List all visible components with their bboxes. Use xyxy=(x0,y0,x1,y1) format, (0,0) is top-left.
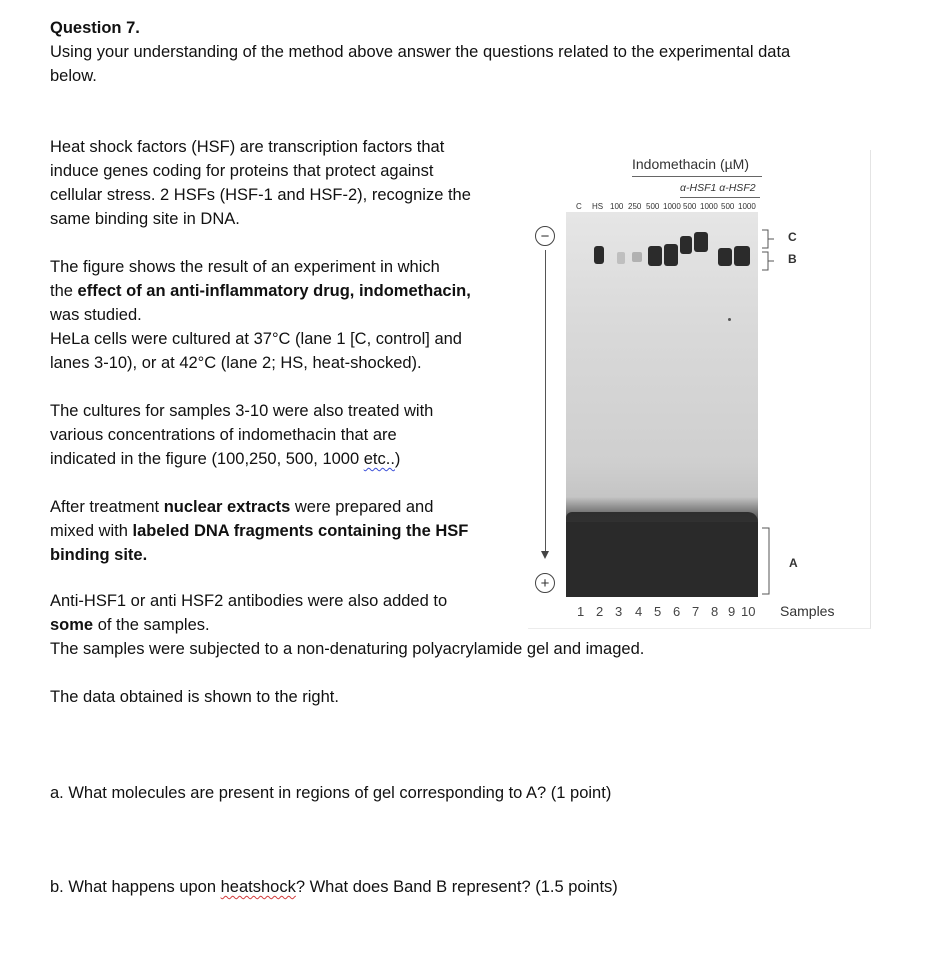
band-lane2 xyxy=(617,252,625,264)
lane-number-5: 5 xyxy=(654,604,662,619)
question-a: a. What molecules are present in regions of gel corresponding to A? (1 point) xyxy=(50,784,612,802)
label-b: B xyxy=(788,252,797,266)
para2-line-3: was studied. xyxy=(50,306,142,324)
para4-bold-labeled-dna: labeled DNA fragments containing the HSF xyxy=(132,522,469,540)
minus-electrode-icon: − xyxy=(535,226,555,246)
intro-line-2: below. xyxy=(50,67,97,85)
lane-header-2: HS xyxy=(592,202,604,211)
para2-line-1: The figure shows the result of an experiment in which xyxy=(50,258,440,276)
samples-label: Samples xyxy=(780,603,835,619)
para2-bold-drug: effect of an anti-inflammatory drug, indomethacin, xyxy=(77,282,471,300)
antibody-underline xyxy=(680,197,760,198)
lane-header-5: 500 xyxy=(646,202,660,211)
para4-line-1-post: were prepared and xyxy=(290,498,434,516)
para2-line-4: HeLa cells were cultured at 37°C (lane 1 [C, control] and xyxy=(50,330,462,348)
para3-line-2: various concentrations of indomethacin that are xyxy=(50,426,397,444)
free-probe-region xyxy=(566,512,758,597)
bracket-cb-icon xyxy=(760,228,780,272)
lane-header-9: 500 xyxy=(721,202,735,211)
para4-bold-nuclear-extracts: nuclear extracts xyxy=(163,498,291,516)
question-title: Question 7. xyxy=(50,19,140,37)
para1-line-4: same binding site in DNA. xyxy=(50,210,240,228)
para3-line-3-pre: indicated in the figure (100,250, 500, 1000 xyxy=(50,450,364,468)
lane-number-7: 7 xyxy=(692,604,700,619)
lane-header-10: 1000 xyxy=(738,202,756,211)
lane-header-8: 1000 xyxy=(700,202,718,211)
migration-arrow-head-icon xyxy=(541,551,549,559)
band-lane7 xyxy=(680,236,692,254)
lane-header-6: 1000 xyxy=(663,202,681,211)
para6: The data obtained is shown to the right. xyxy=(50,688,339,706)
title-underline xyxy=(632,176,762,177)
band-lane1 xyxy=(594,246,604,264)
free-probe-smear xyxy=(566,497,758,522)
para4-line-3: binding site. xyxy=(50,546,148,564)
antibody-labels: α-HSF1 α-HSF2 xyxy=(680,182,756,194)
para5-line-3: The samples were subjected to a non-denaturing polyacrylamide gel and imaged. xyxy=(50,640,645,658)
lane-number-4: 4 xyxy=(635,604,643,619)
para5-line-2-post: of the samples. xyxy=(93,616,210,634)
para3-line-1: The cultures for samples 3-10 were also treated with xyxy=(50,402,434,420)
para2-line-2 xyxy=(50,279,471,303)
lane-number-2: 2 xyxy=(596,604,604,619)
para5-bold-some: some xyxy=(50,616,94,634)
lane-number-9: 9 xyxy=(728,604,736,619)
question-b-post: ? What does Band B represent? (1.5 points) xyxy=(295,878,618,896)
band-lane10 xyxy=(734,246,750,266)
label-a: A xyxy=(789,556,798,570)
lane-number-1: 1 xyxy=(577,604,585,619)
band-lane8 xyxy=(694,232,708,252)
para3-etc-underlined: etc.. xyxy=(363,450,395,468)
band-lane6 xyxy=(664,244,678,266)
band-lane5 xyxy=(648,246,662,266)
para4-line-2-pre: mixed with xyxy=(50,522,133,540)
lane-header-3: 100 xyxy=(610,202,624,211)
lane-number-3: 3 xyxy=(615,604,623,619)
para2-line-5: lanes 3-10), or at 42°C (lane 2; HS, heat-shocked). xyxy=(50,354,422,372)
para3-line-3 xyxy=(50,447,400,471)
gel-speck xyxy=(728,318,731,321)
question-b xyxy=(50,875,618,899)
question-b-heatshock: heatshock xyxy=(220,878,296,896)
para1-line-3: cellular stress. 2 HSFs (HSF-1 and HSF-2), recognize the xyxy=(50,186,471,204)
bracket-a-icon xyxy=(760,526,780,596)
para4-line-2 xyxy=(50,519,468,543)
para1-line-2: induce genes coding for proteins that protect against xyxy=(50,162,434,180)
para1-line-1: Heat shock factors (HSF) are transcription factors that xyxy=(50,138,445,156)
band-lane4 xyxy=(632,252,642,262)
para5-line-1: Anti-HSF1 or anti HSF2 antibodies were also added to xyxy=(50,592,448,610)
para4-line-1 xyxy=(50,495,433,519)
lane-number-8: 8 xyxy=(711,604,719,619)
figure-title: Indomethacin (µM) xyxy=(632,156,749,172)
para3-line-3-post: ) xyxy=(394,450,401,468)
lane-header-4: 250 xyxy=(628,202,642,211)
question-b-pre: b. What happens upon xyxy=(50,878,221,896)
migration-arrow-shaft xyxy=(545,250,546,552)
para4-line-1-pre: After treatment xyxy=(50,498,164,516)
lane-number-10: 10 xyxy=(741,604,756,619)
para5-line-2 xyxy=(50,613,210,637)
lane-number-6: 6 xyxy=(673,604,681,619)
para2-line-2-pre: the xyxy=(50,282,78,300)
gel-image xyxy=(566,212,758,597)
label-c: C xyxy=(788,230,797,244)
lane-header-1: C xyxy=(576,202,582,211)
lane-header-7: 500 xyxy=(683,202,697,211)
band-lane9 xyxy=(718,248,732,266)
plus-electrode-icon: + xyxy=(535,573,555,593)
intro-line-1: Using your understanding of the method above answer the questions related to the experimental data xyxy=(50,43,791,61)
